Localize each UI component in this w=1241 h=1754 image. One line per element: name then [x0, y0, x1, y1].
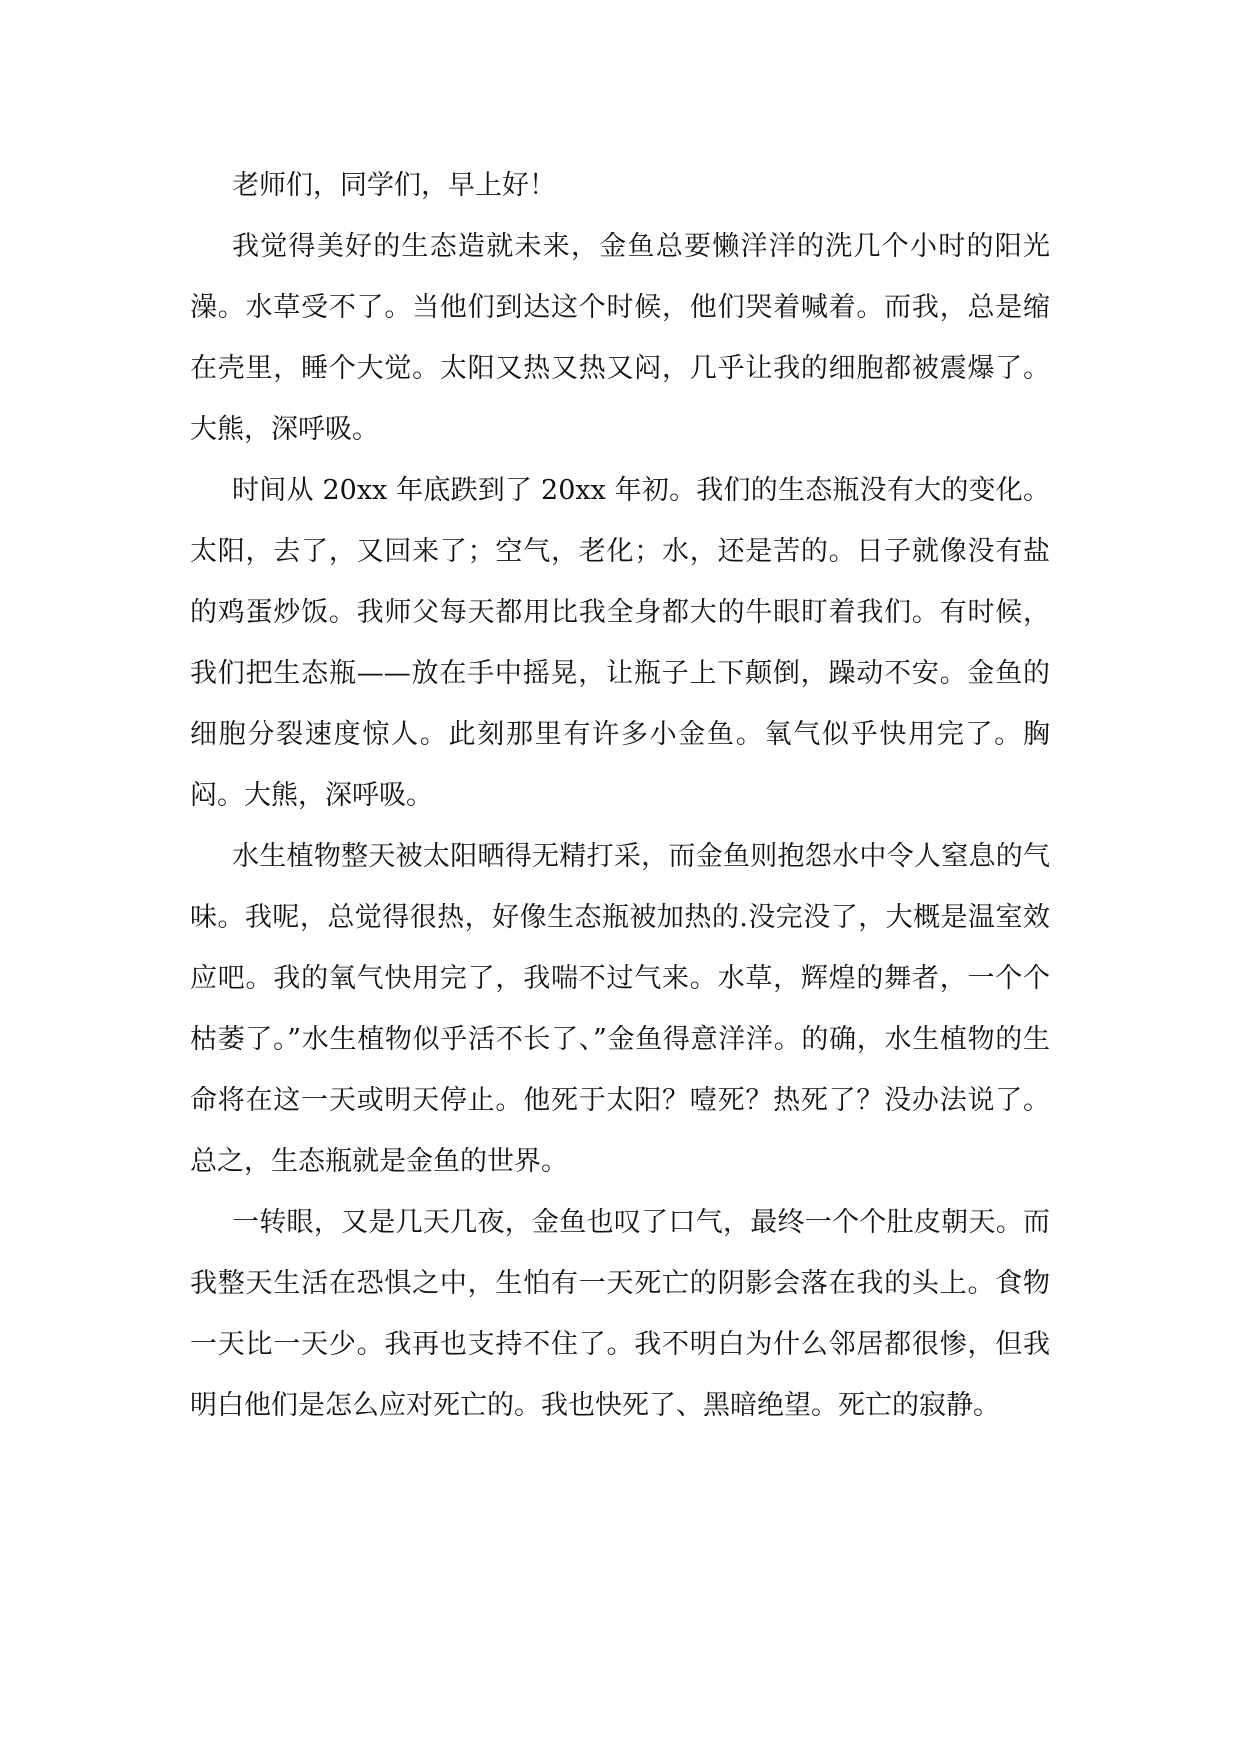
- paragraph-3: 水生植物整天被太阳晒得无精打采，而金鱼则抱怨水中令人窒息的气味。我呢，总觉得很热，好像生态瓶被加热的.没完没了，大概是温室效应吧。我的氧气快用完了，我喘不过气来。水草，辉煌的舞者，一个个枯萎了。”水生植物似乎活不长了、”金鱼得意洋洋。的确，水生植物的生命将在这一天或明天停止。他死于太阳？噎死？热死了？没办法说了。总之，生态瓶就是金鱼的世界。: [190, 841, 1050, 1177]
- document-body: [190, 155, 1050, 1436]
- paragraph-greeting: 老师们，同学们，早上好！: [232, 170, 556, 201]
- paragraph-1: 我觉得美好的生态造就未来，金鱼总要懒洋洋的洗几个小时的阳光澡。水草受不了。当他们到达这个时候，他们哭着喊着。而我，总是缩在壳里，睡个大觉。太阳又热又热又闷，几乎让我的细胞都被震爆了。大熊，深呼吸。: [190, 231, 1050, 445]
- paragraph-4: 一转眼，又是几天几夜，金鱼也叹了口气，最终一个个肚皮朝天。而我整天生活在恐惧之中，生怕有一天死亡的阴影会落在我的头上。食物一天比一天少。我再也支持不住了。我不明白为什么邻居都很惨，但我明白他们是怎么应对死亡的。我也快死了、黑暗绝望。死亡的寂静。: [190, 1207, 1050, 1421]
- paragraph-2: 时间从 20xx 年底跌到了 20xx 年初。我们的生态瓶没有大的变化。太阳，去了，又回来了；空气，老化；水，还是苦的。日子就像没有盐的鸡蛋炒饭。我师父每天都用比我全身都大的牛眼盯着我们。有时候，我们把生态瓶——放在手中摇晃，让瓶子上下颠倒，躁动不安。金鱼的细胞分裂速度惊人。此刻那里有许多小金鱼。氧气似乎快用完了。胸闷。大熊，深呼吸。: [190, 475, 1050, 811]
